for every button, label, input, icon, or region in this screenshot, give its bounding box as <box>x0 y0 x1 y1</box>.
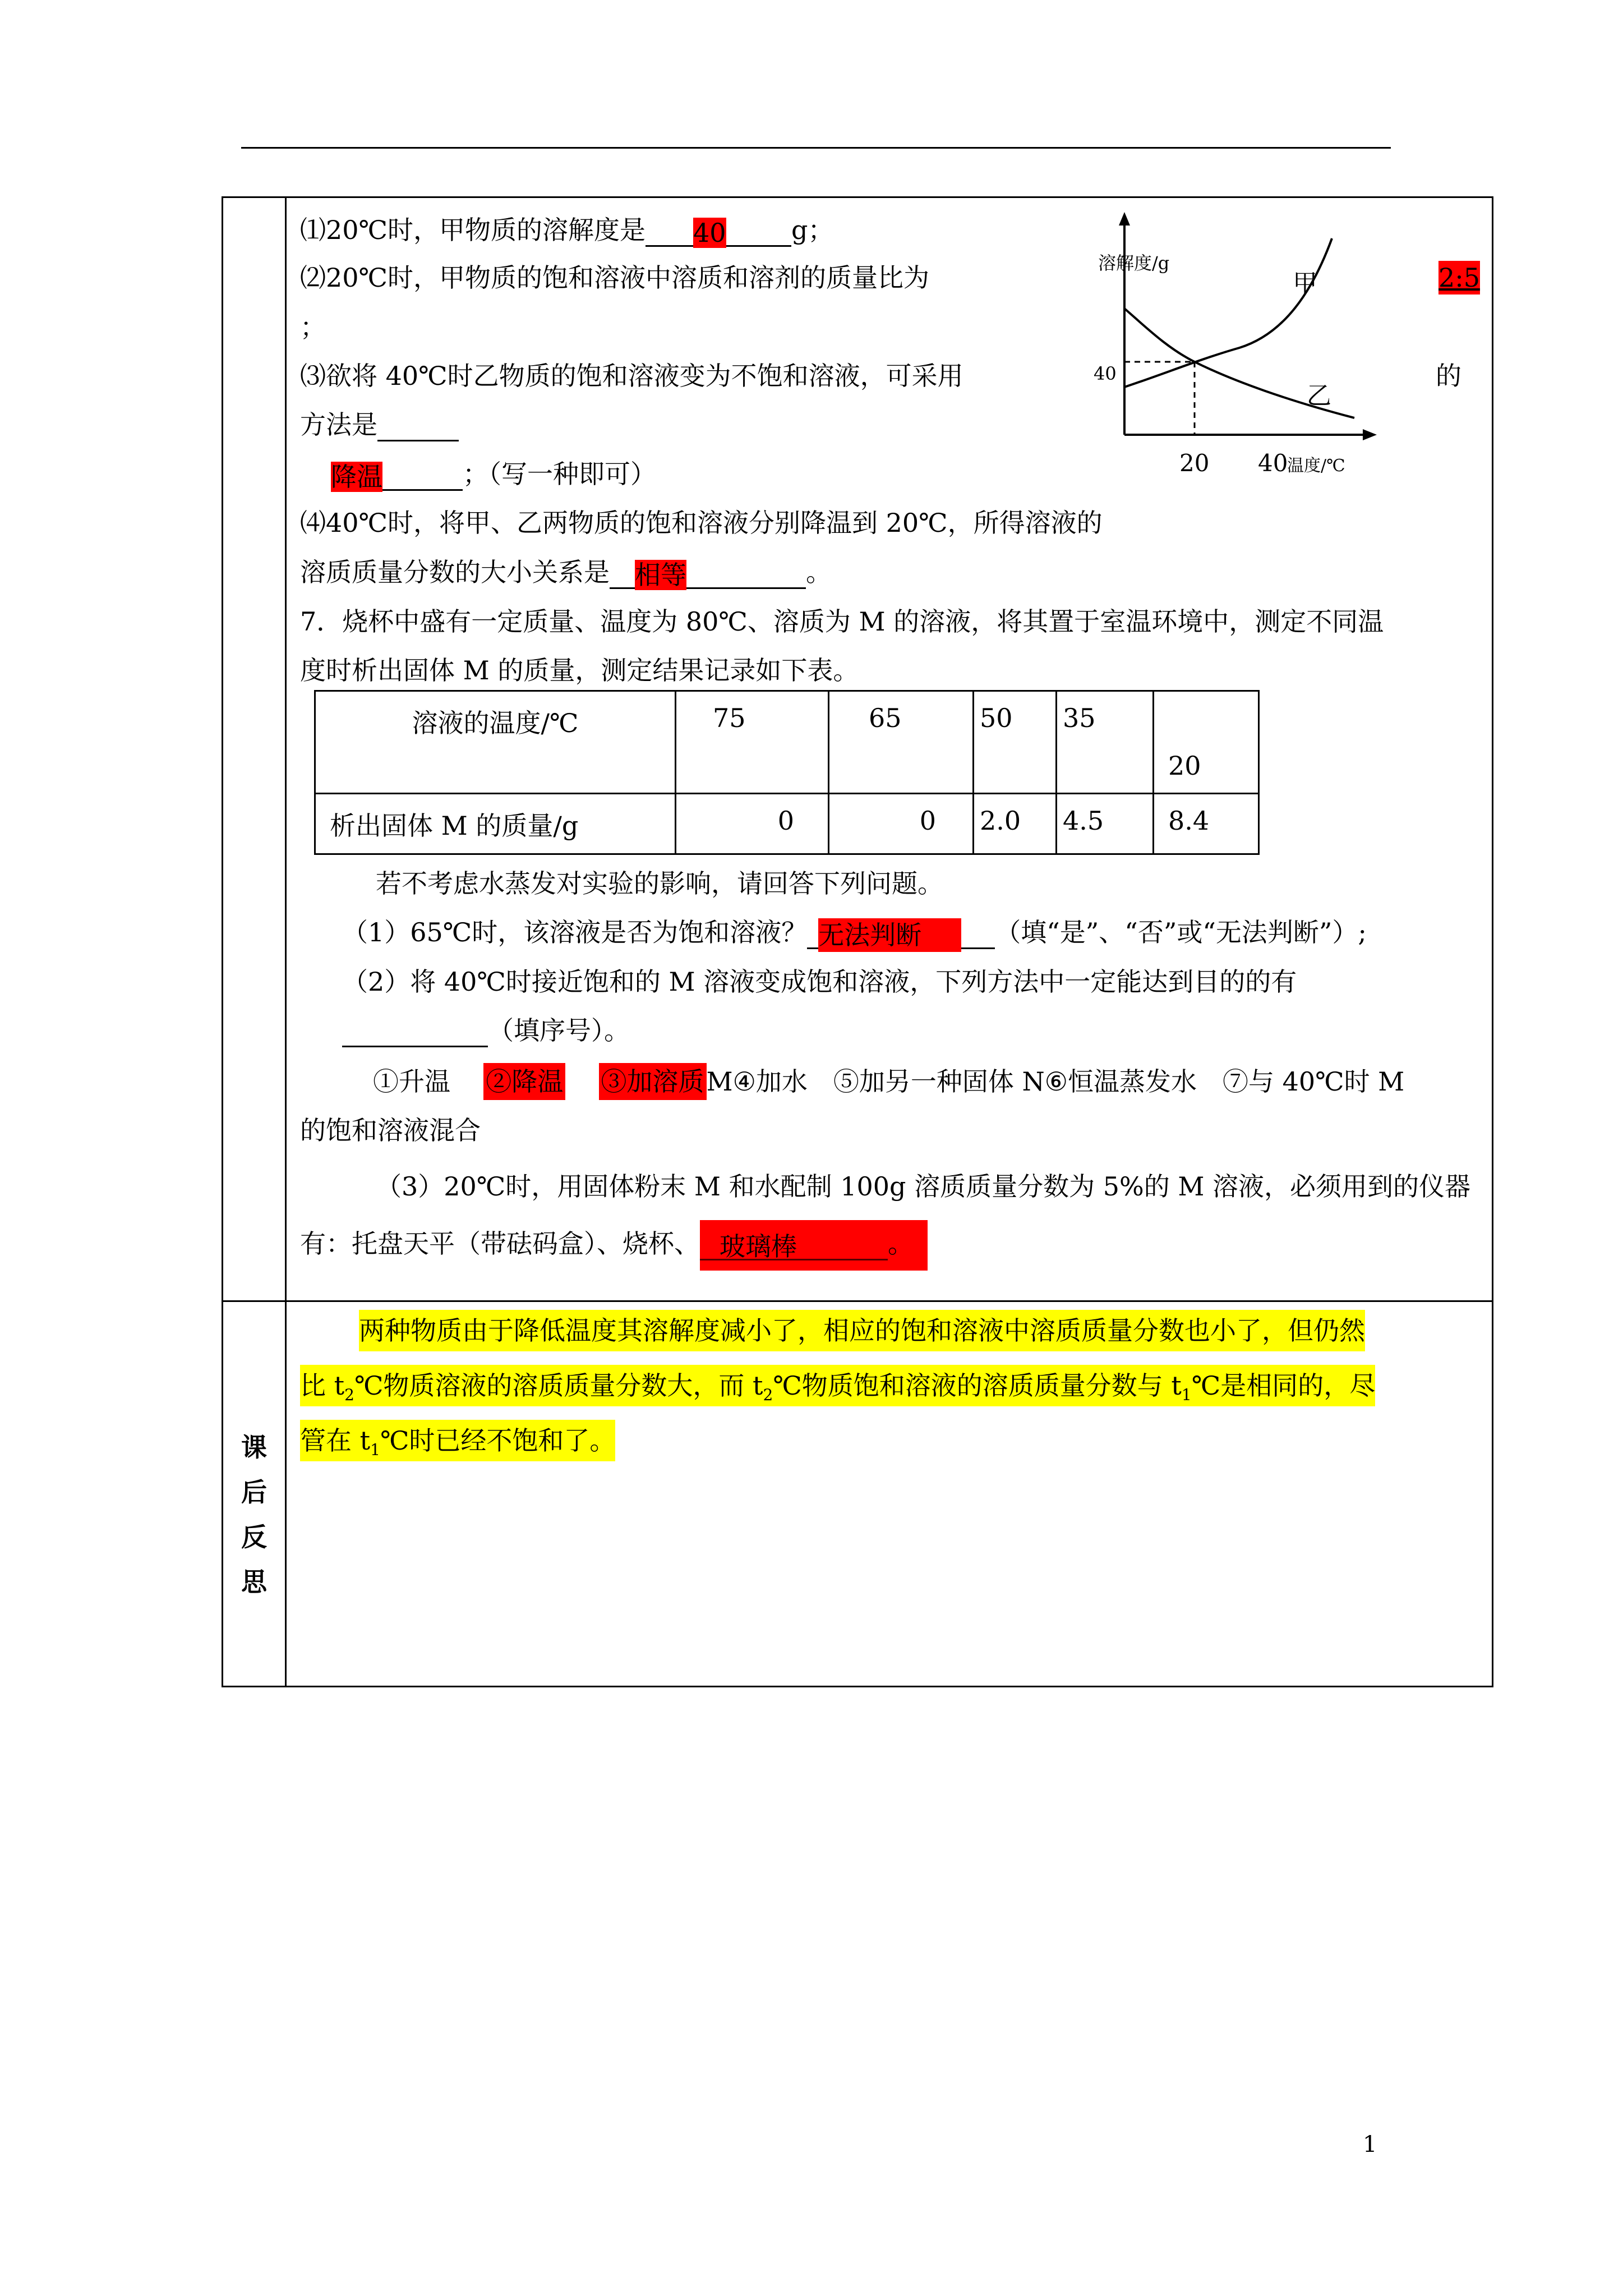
y-tick-40: 40 <box>1094 363 1117 384</box>
table-cell: 0 <box>829 794 974 854</box>
x-axis-arrow <box>1363 429 1377 440</box>
q7-answer1: 无法判断 <box>818 918 961 952</box>
table-cell: 0 <box>676 794 829 854</box>
q7-answer3: 玻璃棒 。 <box>700 1220 928 1271</box>
table-row-temperature <box>315 691 1259 794</box>
q6-line4: 方法是 <box>300 408 459 441</box>
reflection-line2: 比 $t_2℃$物质溶液的溶质质量分数大，而 $t_2℃$物质饱和溶液的溶质质量分数与 $t_1℃$是相同的，尽 <box>300 1369 1375 1412</box>
q7-intro-line1: 7．烧杯中盛有一定质量、温度为 80℃、溶质为 M 的溶液，将其置于室温环境中，测定不同温 <box>300 606 1384 637</box>
x-tick-20: 20 <box>1179 449 1210 477</box>
temperature-mass-table <box>314 690 1260 855</box>
table-row-mass <box>315 794 1259 854</box>
header-rule <box>241 147 1391 149</box>
q7-note: 若不考虑水蒸发对实验的影响，请回答下列问题。 <box>376 868 943 899</box>
q7-options-line2: 的饱和溶液混合 <box>300 1115 481 1145</box>
table-cell: 65 <box>829 691 974 794</box>
table-cell: 8.4 <box>1154 794 1259 854</box>
q6-answer2: 2:5 <box>1438 261 1480 295</box>
y-axis-arrow <box>1119 212 1130 226</box>
x-tick-40: 40 <box>1258 449 1288 477</box>
q6-line3-end: 的 <box>1436 361 1461 391</box>
q6-blank1 <box>645 216 791 247</box>
y-axis-label: 溶解度/g <box>1098 252 1170 274</box>
q7-options: ①升温 ②降温 ③加溶质M④加水 ⑤加另一种固体 N⑥恒温蒸发水 ⑦与 40℃时 M <box>373 1065 1404 1098</box>
q7-intro-line2: 度时析出固体 M 的质量，测定结果记录如下表。 <box>300 655 859 685</box>
q6-line2b: ； <box>300 312 326 342</box>
q7-option-selected-2: ②降温 <box>483 1063 565 1100</box>
reflection-label: 课 后 反 思 <box>241 1432 267 1597</box>
row-divider <box>222 1300 1493 1302</box>
reflection-line3: 管在 $t_1℃$时已经不饱和了。 <box>300 1424 615 1467</box>
q6-line7: 溶质质量分数的大小关系是 相等 。 <box>300 557 832 590</box>
reflection-line1: 两种物质由于降低温度其溶解度减小了，相应的饱和溶液中溶质质量分数也小了，但仍然 <box>359 1314 1365 1347</box>
q6-blank4 <box>610 558 806 589</box>
q6-line3: ⑶欲将 40℃时乙物质的饱和溶液变为不饱和溶液，可采用 <box>300 361 963 391</box>
q7-blank1 <box>807 918 995 949</box>
q6-answer4: 相等 <box>635 560 686 590</box>
table-cell: 75 <box>676 691 829 794</box>
series-jia-label: 甲 <box>1293 269 1317 298</box>
q7-part3b: 有：托盘天平（带砝码盒）、烧杯、 玻璃棒 。 <box>300 1220 928 1271</box>
q6-line2: ⑵20℃时，甲物质的饱和溶液中溶质和溶剂的质量比为 <box>300 263 929 293</box>
table-cell: 20 <box>1154 691 1259 794</box>
q6-answer3: 降温 <box>331 462 382 492</box>
q6-line6: ⑷40℃时，将甲、乙两物质的饱和溶液分别降温到 20℃，所得溶液的 <box>300 508 1103 538</box>
q6-blank3 <box>331 460 463 491</box>
q7-part1: （1）65℃时，该溶液是否为饱和溶液？ 无法判断 （填“是”、“否”或“无法判断”）; <box>342 915 1367 949</box>
page-number: 1 <box>1363 2132 1377 2157</box>
table-header-temperature: 溶液的温度/℃ <box>315 691 676 794</box>
q7-option-selected-3: ③加溶质 <box>599 1063 707 1100</box>
table-cell: 35 <box>1057 691 1154 794</box>
q6-line5: 降温 ；（写一种即可） <box>331 459 656 492</box>
table-header-mass: 析出固体 M 的质量/g <box>315 794 676 854</box>
x-axis-label: 温度/℃ <box>1287 456 1345 476</box>
q6-answer1: 40 <box>693 218 726 248</box>
column-divider <box>285 196 287 1687</box>
q7-part2: （2）将 40℃时接近饱和的 M 溶液变成饱和溶液，下列方法中一定能达到目的的有 <box>342 967 1297 997</box>
q6-line1: ⑴20℃时，甲物质的溶解度是 40 g； <box>300 215 834 248</box>
table-cell: 2.0 <box>974 794 1057 854</box>
table-cell: 50 <box>974 691 1057 794</box>
series-yi-label: 乙 <box>1307 381 1331 410</box>
q7-part2b: （填序号）。 <box>342 1014 630 1047</box>
table-cell: 4.5 <box>1057 794 1154 854</box>
solubility-chart <box>1077 208 1391 477</box>
q7-part3: （3）20℃时，用固体粉末 M 和水配制 100g 溶质质量分数为 5%的 M 溶液，必须用到的仪器 <box>376 1171 1471 1202</box>
